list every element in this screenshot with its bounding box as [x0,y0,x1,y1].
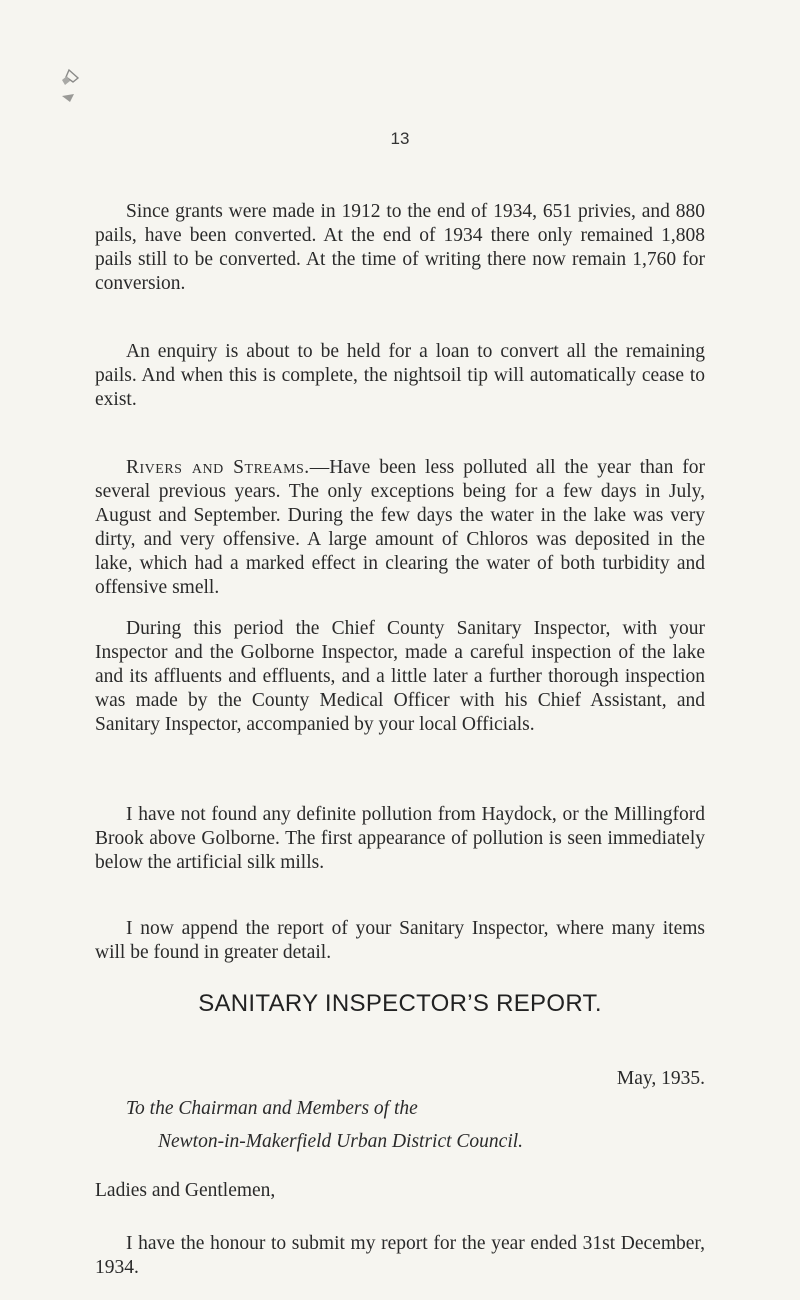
addressee-line-2: Newton-in-Makerfield Urban District Council. [158,1131,524,1152]
paragraph-pollution-source: I have not found any definite pollution from Haydock, or the Millingford Brook above Golborne. The first appearance of pollution is seen immediately below the artificial silk mills. [95,803,705,873]
paragraph-privies-conversion: Since grants were made in 1912 to the end of 1934, 651 privies, and 880 pails, have been converted. At the end of 1934 there only remained 1,808 pails still to be converted. At the time of writing there now remain 1,760 for conversion. [95,200,705,294]
report-date: May, 1935. [616,1068,705,1089]
report-title: SANITARY INSPECTOR’S REPORT. [198,990,602,1017]
page-number: 13 [390,129,410,148]
salutation: Ladies and Gentlemen, [95,1180,276,1201]
paragraph-inspection: During this period the Chief County Sanitary Inspector, with your Inspector and the Golborne Inspector, made a careful inspection of the lake and its affluents and effluents, and a little later a further thorough inspection was made by the County Medical Officer with his Chief Assistant, and Sanitary Inspector, accompanied by your local Officials. [95,617,705,735]
paragraph-loan-enquiry: An enquiry is about to be held for a loan to convert all the remaining pails. And when this is complete, the nightsoil tip will automatically cease to exist. [95,340,705,410]
closing-paragraph: I have the honour to submit my report for the year ended 31st December, 1934. [95,1232,705,1278]
corner-mark-icon [56,68,82,106]
rivers-and-streams-body: —Have been less polluted all the year than for several previous years. The only exceptions being for a few days in July, August and September. During the few days the water in the lake was very dirty, and very offensive. A large amount of Chloros was deposited in the lake, which had a marked effect in clearing the water of both turbidity and offensive smell. [95,456,706,598]
addressee-line-1: To the Chairman and Members of the [126,1098,418,1119]
paragraph-append-report: I now append the report of your Sanitary Inspector, where many items will be found in greater detail. [95,917,705,963]
paragraph-rivers-and-streams [95,456,705,600]
rivers-and-streams-heading: Rivers and Streams. [126,456,310,478]
